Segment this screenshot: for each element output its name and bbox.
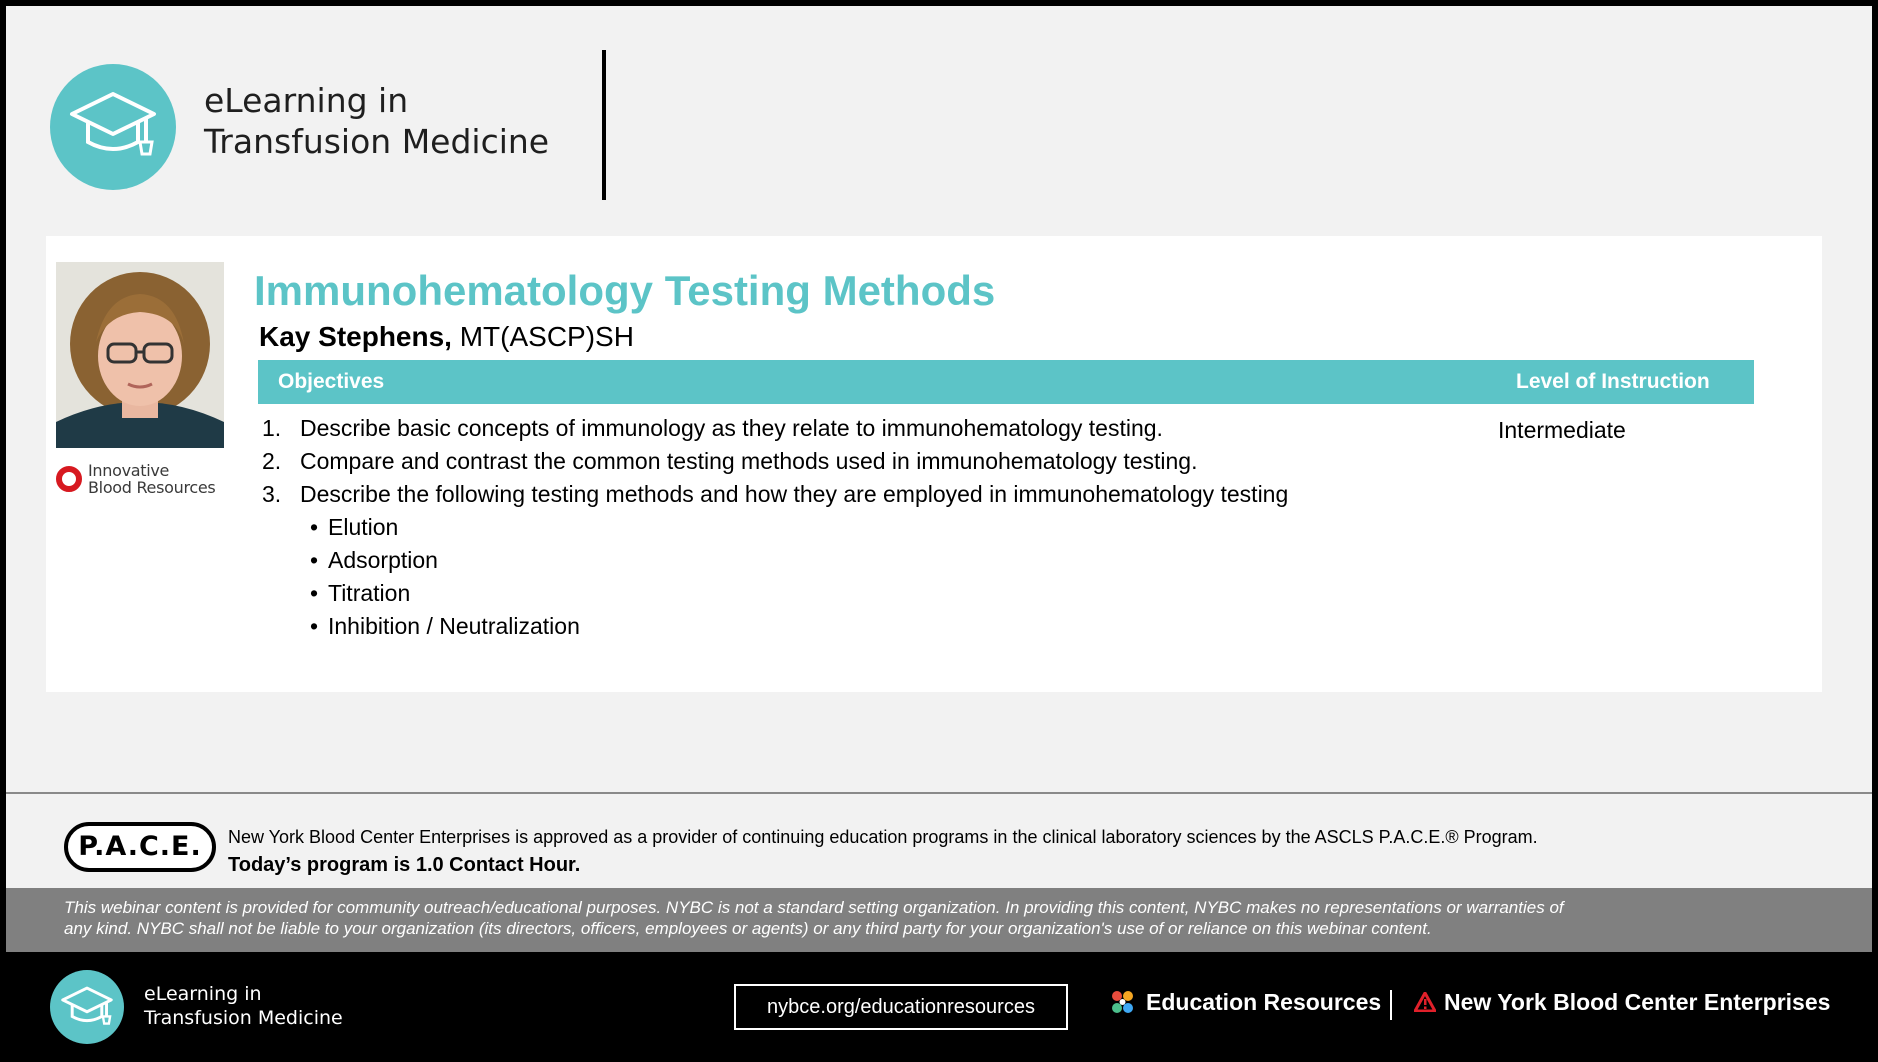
bullet-icon: •	[310, 580, 319, 606]
method-text: Elution	[328, 514, 399, 540]
brand-title	[204, 80, 549, 162]
contact-hours: Today’s program is 1.0 Contact Hour.	[228, 854, 581, 876]
presenter-photo	[56, 262, 224, 448]
innovative-blood-resources-logo	[56, 460, 230, 502]
education-resources-label: Education Resources	[1146, 989, 1382, 1015]
objectives-list	[262, 412, 1288, 643]
method-item	[262, 511, 1288, 544]
disclaimer-band	[6, 888, 1872, 952]
bottom-brand-line2: Transfusion Medicine	[144, 1007, 343, 1029]
objective-text: Describe basic concepts of immunology as they relate to immunohematology testing.	[300, 415, 1163, 441]
nybc-name: New York Blood Center Enterprises	[1444, 989, 1831, 1015]
objective-text: Describe the following testing methods and how they are employed in immunohematology testing	[300, 481, 1289, 507]
org-logo-text	[88, 462, 215, 496]
method-item	[262, 544, 1288, 577]
course-card	[46, 236, 1822, 692]
education-resources-link[interactable]: nybce.org/educationresources	[734, 984, 1068, 1030]
elearning-logo	[50, 64, 176, 190]
bottom-brand-line1: eLearning in	[144, 983, 262, 1005]
org-ring-icon	[56, 466, 82, 492]
presenter-name: Kay Stephens,	[259, 321, 452, 352]
elearning-mini-logo	[50, 970, 124, 1044]
course-title: Immunohematology Testing Methods	[254, 267, 996, 314]
bottom-brand	[144, 982, 343, 1030]
footer-divider	[6, 792, 1872, 794]
objective-text: Compare and contrast the common testing methods used in immunohematology testing.	[300, 448, 1198, 474]
objective-number: 1.	[262, 415, 282, 441]
disclaimer-line1: This webinar content is provided for community outreach/educational purposes. NYBC is not a standard setting organization. In providing this content, NYBC makes no representations or warranties of	[64, 898, 1564, 917]
graduation-cap-icon	[58, 982, 116, 1032]
level-of-instruction-header: Level of Instruction	[1496, 360, 1754, 404]
org-logo-line1: Innovative	[88, 461, 170, 480]
brand-title-line2: Transfusion Medicine	[204, 122, 550, 161]
objective-item	[262, 445, 1288, 478]
nybc-triangle-icon	[1414, 992, 1436, 1012]
bullet-icon: •	[310, 547, 319, 573]
pace-accreditation	[228, 824, 1538, 880]
method-text: Titration	[328, 580, 411, 606]
presenter-credentials: MT(ASCP)SH	[451, 321, 634, 352]
education-resources-logo	[1108, 982, 1381, 1022]
nybc-logo	[1414, 982, 1830, 1022]
brand-title-line1: eLearning in	[204, 81, 409, 120]
method-item	[262, 577, 1288, 610]
pace-logo: P.A.C.E.	[64, 822, 216, 872]
pace-statement: New York Blood Center Enterprises is approved as a provider of continuing education programs in the clinical laboratory sciences by the ASCLS P.A.C.E.® Program.	[228, 827, 1538, 847]
objective-number: 3.	[262, 481, 282, 507]
method-item	[262, 610, 1288, 643]
method-text: Inhibition / Neutralization	[328, 613, 580, 639]
level-of-instruction-value: Intermediate	[1498, 417, 1626, 443]
bullet-icon: •	[310, 514, 319, 540]
objective-item	[262, 478, 1288, 511]
presenter-portrait	[56, 262, 224, 448]
objectives-header: Objectives	[258, 360, 1496, 404]
objective-item	[262, 412, 1288, 445]
graduation-cap-icon	[64, 84, 162, 168]
presenter	[259, 320, 634, 354]
objective-number: 2.	[262, 448, 282, 474]
bullet-icon: •	[310, 613, 319, 639]
method-text: Adsorption	[328, 547, 438, 573]
education-resources-icon	[1108, 988, 1136, 1016]
bottom-divider	[1390, 990, 1392, 1020]
disclaimer-line2: any kind. NYBC shall not be liable to your organization (its directors, officers, employees or agents) or any third party for your organization's use of or reliance on this webinar content.	[64, 919, 1432, 938]
org-logo-line2: Blood Resources	[88, 478, 216, 497]
bottom-bar	[6, 952, 1872, 1062]
header-divider	[602, 50, 606, 200]
